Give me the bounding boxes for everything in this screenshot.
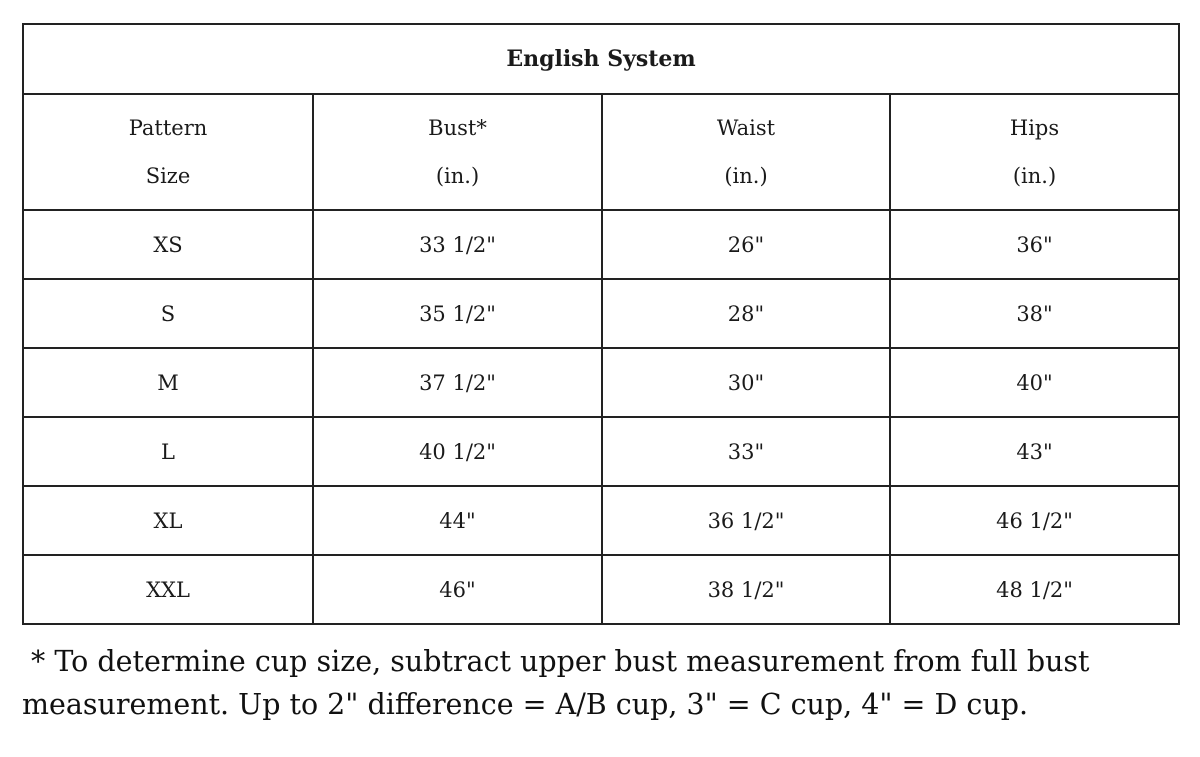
cell-waist: 30" bbox=[602, 348, 890, 417]
table-title: English System bbox=[23, 24, 1179, 94]
cell-size: S bbox=[23, 279, 313, 348]
header-sublabel: Size bbox=[145, 164, 191, 188]
cell-bust: 33 1/2" bbox=[313, 210, 602, 279]
cell-size: M bbox=[23, 348, 313, 417]
size-chart-table bbox=[22, 23, 1180, 625]
table-row bbox=[23, 555, 1179, 624]
table-row bbox=[23, 348, 1179, 417]
footnote-line: * To determine cup size, subtract upper bust measurement from full bust bbox=[22, 645, 1090, 678]
cell-waist: 33" bbox=[602, 417, 890, 486]
cell-bust: 44" bbox=[313, 486, 602, 555]
table-row bbox=[23, 417, 1179, 486]
cell-hips: 48 1/2" bbox=[890, 555, 1179, 624]
cell-waist: 36 1/2" bbox=[602, 486, 890, 555]
cell-waist: 28" bbox=[602, 279, 890, 348]
cell-hips: 40" bbox=[890, 348, 1179, 417]
cell-bust: 35 1/2" bbox=[313, 279, 602, 348]
cup-size-footnote bbox=[22, 640, 1182, 726]
header-label: Pattern bbox=[128, 116, 208, 140]
cell-size: XS bbox=[23, 210, 313, 279]
cell-hips: 46 1/2" bbox=[890, 486, 1179, 555]
cell-size: XXL bbox=[23, 555, 313, 624]
table-row bbox=[23, 210, 1179, 279]
table-row bbox=[23, 279, 1179, 348]
cell-waist: 38 1/2" bbox=[602, 555, 890, 624]
cell-size: XL bbox=[23, 486, 313, 555]
table-header-row bbox=[23, 94, 1179, 210]
cell-bust: 40 1/2" bbox=[313, 417, 602, 486]
header-sublabel: (in.) bbox=[724, 164, 768, 188]
cell-bust: 46" bbox=[313, 555, 602, 624]
cell-hips: 36" bbox=[890, 210, 1179, 279]
header-bust bbox=[313, 94, 602, 210]
header-sublabel: (in.) bbox=[435, 164, 480, 188]
header-label: Hips bbox=[1009, 116, 1060, 140]
cell-waist: 26" bbox=[602, 210, 890, 279]
cell-hips: 43" bbox=[890, 417, 1179, 486]
cell-hips: 38" bbox=[890, 279, 1179, 348]
header-label: Bust* bbox=[428, 116, 487, 140]
header-label: Waist bbox=[716, 116, 776, 140]
table-title-row bbox=[23, 24, 1179, 94]
header-pattern-size bbox=[23, 94, 313, 210]
footnote-line: measurement. Up to 2" difference = A/B cup, 3" = C cup, 4" = D cup. bbox=[22, 688, 1029, 721]
header-sublabel: (in.) bbox=[1012, 164, 1057, 188]
cell-bust: 37 1/2" bbox=[313, 348, 602, 417]
header-waist bbox=[602, 94, 890, 210]
cell-size: L bbox=[23, 417, 313, 486]
header-hips bbox=[890, 94, 1179, 210]
table-row bbox=[23, 486, 1179, 555]
